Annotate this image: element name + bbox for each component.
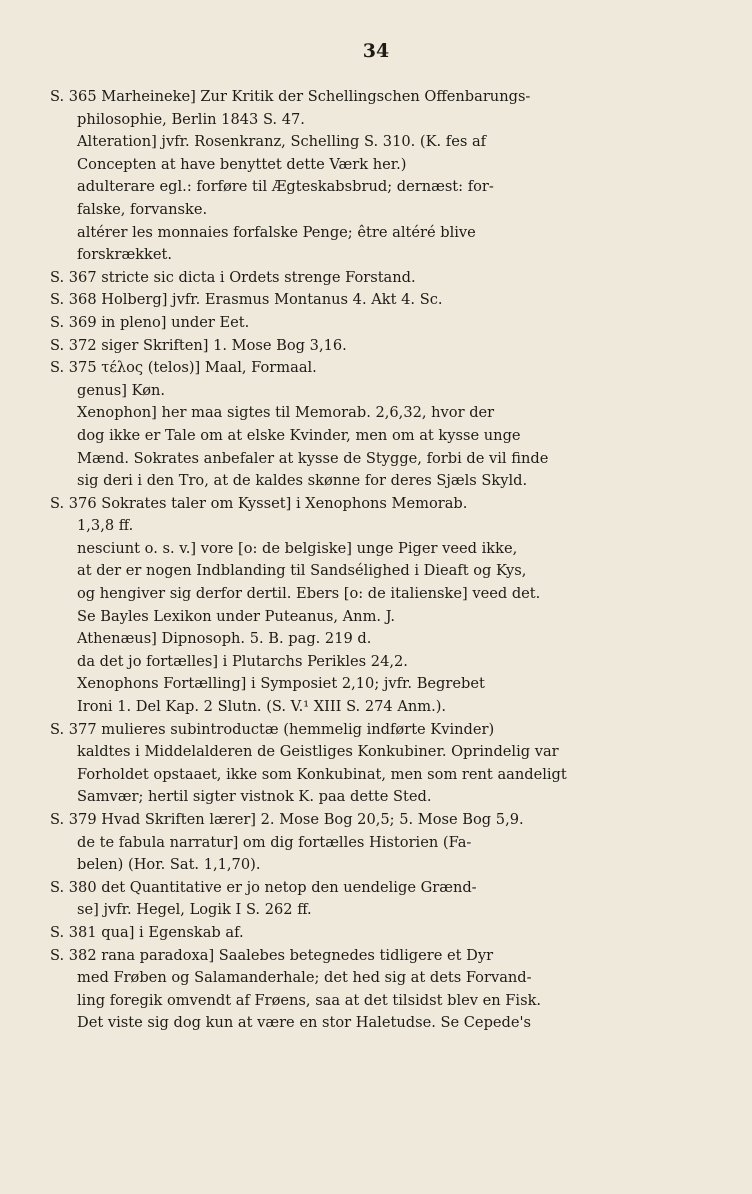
text-line-continuation: Alteration] jvfr. Rosenkranz, Schelling S. 310. (K. fes af — [77, 133, 487, 151]
text-line-entry: S. 372 siger Skriften] 1. Mose Bog 3,16. — [50, 336, 347, 354]
text-line-entry: S. 379 Hvad Skriften lærer] 2. Mose Bog 20,5; 5. Mose Bog 5,9. — [50, 811, 524, 828]
text-line-entry: S. 377 mulieres subintroductæ (hemmelig indførte Kvinder) — [50, 720, 495, 738]
text-line-continuation: Athenæus] Dipnosoph. 5. B. pag. 219 d. — [77, 630, 372, 648]
text-line-entry: S. 380 det Quantitative er jo netop den uendelige Grænd- — [50, 878, 477, 896]
page-number: 34 — [362, 40, 390, 62]
text-line-continuation: sig deri i den Tro, at de kaldes skønne for deres Sjæls Skyld. — [77, 472, 528, 490]
text-line-continuation: kaldtes i Middelalderen de Geistliges Konkubiner. Oprindelig var — [77, 743, 559, 761]
text-line-continuation: altérer les monnaies forfalske Penge; être altéré blive — [77, 223, 476, 241]
text-line-continuation: Concepten at have benyttet dette Værk her.) — [77, 155, 407, 173]
text-line-continuation: og hengiver sig derfor dertil. Ebers [o: de italienske] veed det. — [77, 585, 541, 603]
text-line-continuation: Ironi 1. Del Kap. 2 Slutn. (S. V.¹ XIII S. 274 Anm.). — [77, 698, 447, 716]
text-line-entry: S. 368 Holberg] jvfr. Erasmus Montanus 4. Akt 4. Sc. — [50, 291, 443, 309]
text-line-continuation: Mænd. Sokrates anbefaler at kysse de Styggе, forbi de vil finde — [77, 449, 549, 467]
text-line-continuation: falske, forvanske. — [77, 200, 208, 218]
text-line-entry: S. 375 τέλος (telos)] Maal, Formaal. — [50, 359, 317, 377]
text-line-continuation: philosophie, Berlin 1843 S. 47. — [77, 110, 305, 128]
text-line-continuation: forskrækket. — [77, 246, 173, 264]
text-line-continuation: se] jvfr. Hegel, Logik I S. 262 ff. — [77, 901, 312, 919]
commentary-text — [50, 86, 705, 1035]
text-line-continuation: ling foregik omvendt af Frøens, saa at det tilsidst blev en Fisk. — [77, 991, 542, 1009]
text-line-continuation: adulterare egl.: forføre til Ægteskabsbrud; dernæst: for- — [77, 178, 494, 196]
text-line-continuation: Xenophons Fortælling] i Symposiet 2,10; jvfr. Begrebet — [77, 675, 485, 693]
text-line-entry: S. 365 Marheineke] Zur Kritik der Schellingschen Offenbarungs- — [50, 88, 531, 105]
text-line-continuation: med Frøben og Salamanderhale; det hed sig at dets Forvand- — [77, 969, 532, 987]
text-line-continuation: belen) (Hor. Sat. 1,1,70). — [77, 856, 261, 874]
text-line-continuation: Forholdet opstaaet, ikke som Konkubinat, men som rent aandeligt — [77, 765, 567, 783]
text-line-entry: S. 376 Sokrates taler om Kysset] i Xenophons Memorab. — [50, 494, 468, 512]
text-line-entry: S. 369 in pleno] under Eet. — [50, 313, 250, 331]
text-line-continuation: nesciunt o. s. v.] vore [o: de belgiske] unge Piger veed ikke, — [77, 539, 518, 557]
text-line-entry: S. 381 qua] i Egenskab af. — [50, 923, 244, 941]
text-line-entry: S. 367 stricte sic dicta i Ordets strenge Forstand. — [50, 268, 416, 286]
text-line-continuation: da det jo fortælles] i Plutarchs Perikles 24,2. — [77, 652, 408, 670]
text-line-continuation: genus] Køn. — [77, 381, 166, 399]
text-line-continuation: Xenophon] her maa sigtes til Memorab. 2,6,32, hvor der — [77, 404, 495, 422]
text-line-continuation: dog ikke er Tale om at elske Kvinder, men om at kysse unge — [77, 426, 521, 444]
text-line-continuation: de te fabula narratur] om dig fortælles Historien (Fa- — [77, 833, 472, 851]
text-line-continuation: 1,3,8 ff. — [77, 517, 134, 535]
text-line-continuation: Det viste sig dog kun at være en stor Haletudse. Se Cepede's — [77, 1014, 532, 1032]
text-line-entry: S. 382 rana paradoxa] Saalebes betegnedes tidligere et Dyr — [50, 946, 494, 964]
text-line-continuation: Se Bayles Lexikon under Puteanus, Anm. J. — [77, 607, 396, 625]
text-line-continuation: Samvær; hertil sigter vistnok K. paa dette Sted. — [77, 788, 432, 806]
text-line-continuation: at der er nogen Indblanding til Sandsélighed i Dieaft og Kys, — [77, 562, 527, 580]
